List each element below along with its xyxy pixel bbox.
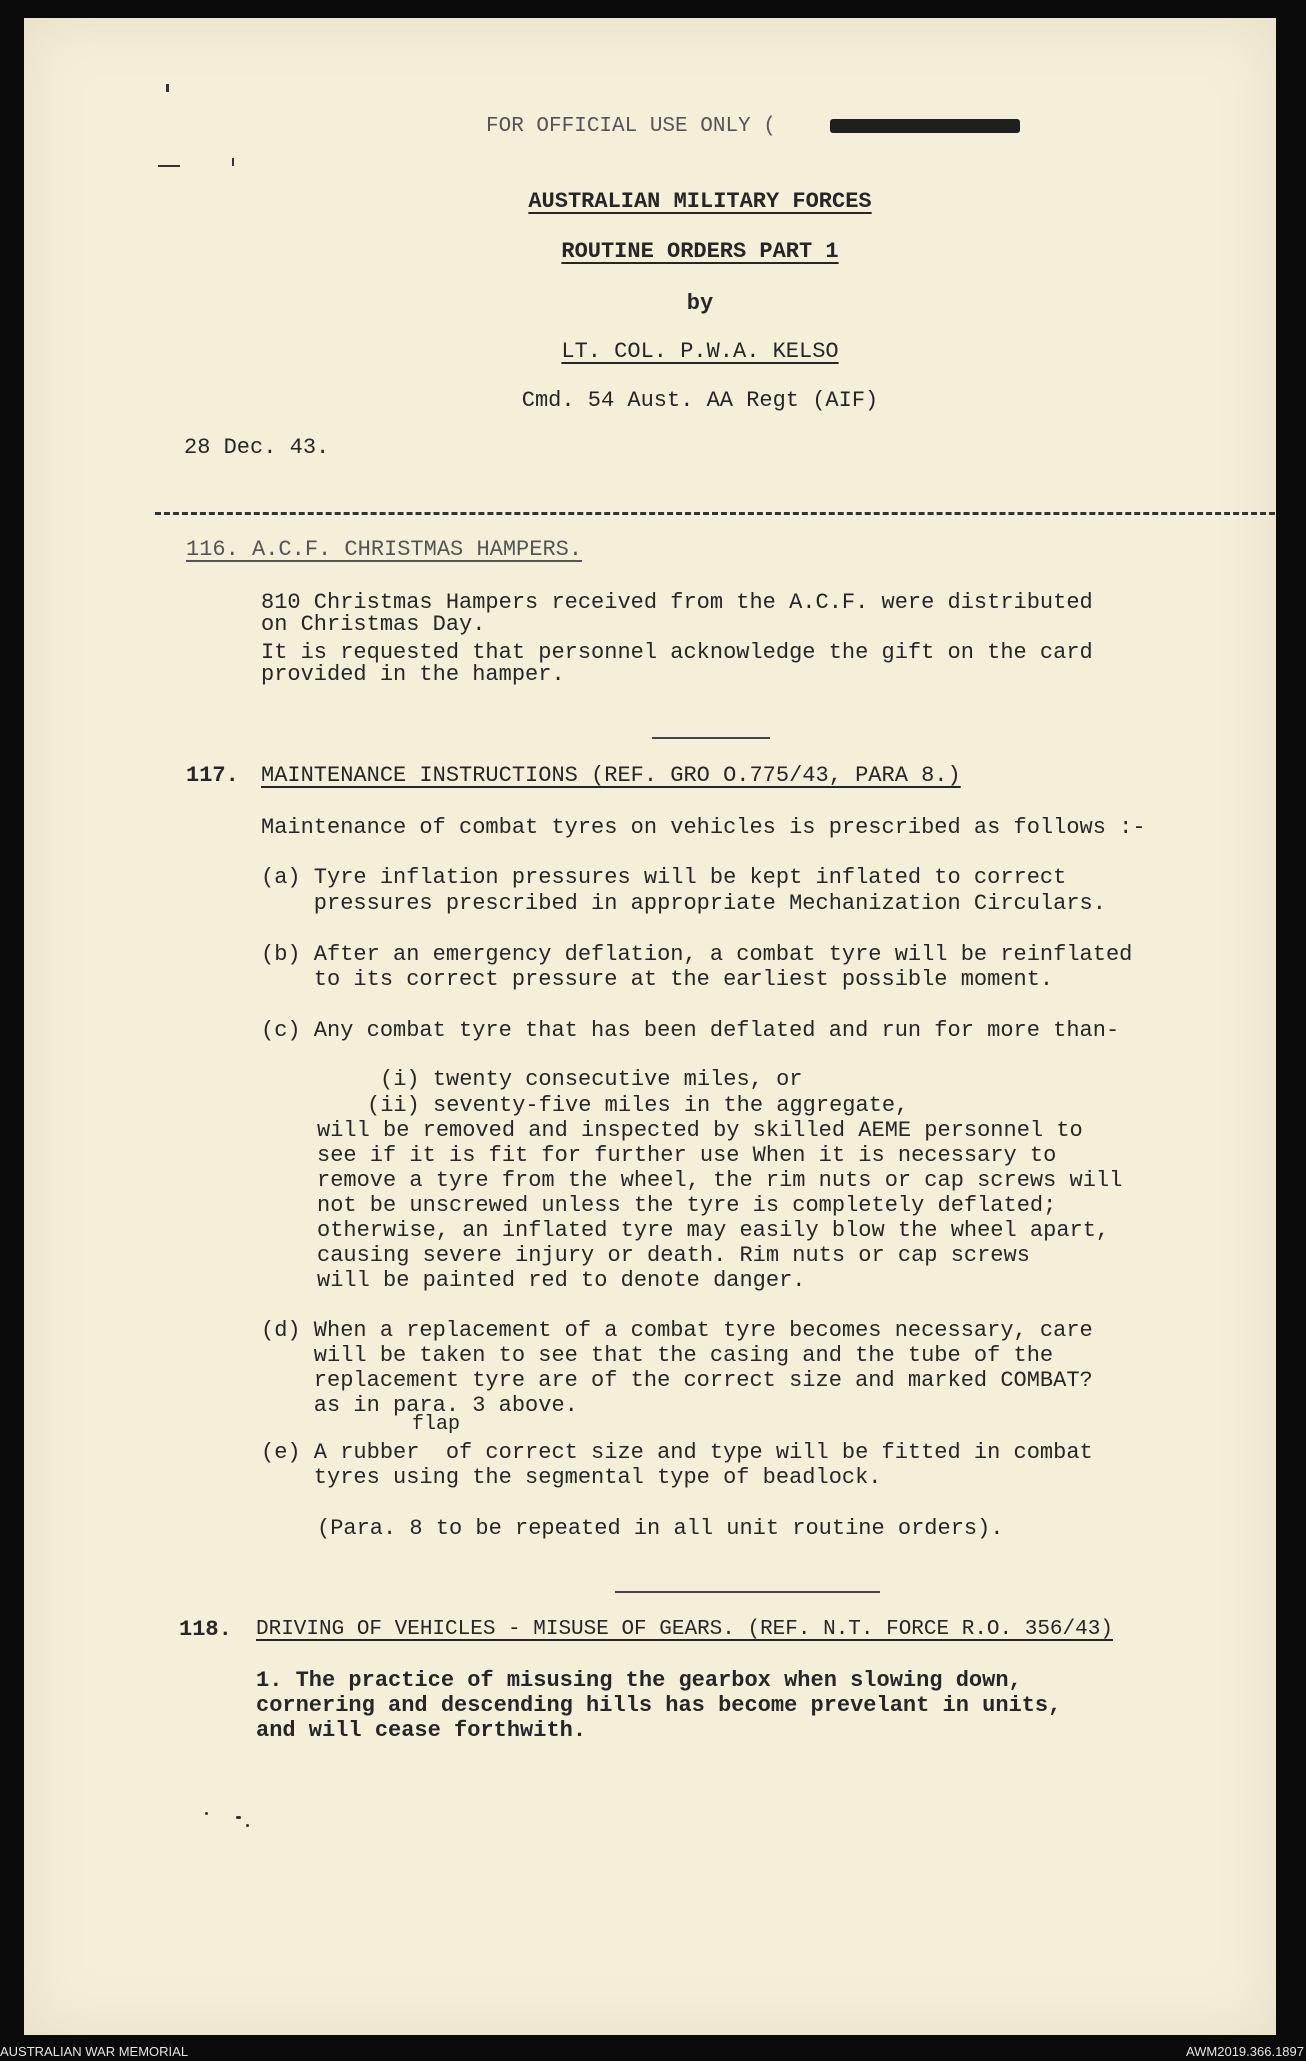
paper-speck [205,1812,208,1815]
item-117-subpara-c-i: (i) twenty consecutive miles, or [380,1067,803,1092]
item-116-text: It is requested that personnel acknowledge the gift on the card [261,640,1093,665]
stray-pen-mark [158,165,180,167]
classification-line: FOR OFFICIAL USE ONLY ( [486,115,776,138]
item-116-text: 810 Christmas Hampers received from the A.C.F. were distributed [261,590,1093,615]
section-divider [155,512,1275,515]
paper-speck [236,1816,241,1819]
classification-strikeout [830,119,1020,133]
item-117-subpara-c-text: will be painted red to denote danger. [317,1268,806,1293]
item-117-subpara-c-text: otherwise, an inflated tyre may easily blow the wheel apart, [317,1218,1110,1243]
item-117-note: (Para. 8 to be repeated in all unit routine orders). [317,1516,1004,1541]
document-date: 28 Dec. 43. [184,435,330,460]
item-117-subpara-a: (a) Tyre inflation pressures will be kept inflated to correct [261,865,1067,890]
command-line: Cmd. 54 Aust. AA Regt (AIF) [521,388,879,413]
item-117-subpara-c-text: not be unscrewed unless the tyre is completely deflated; [317,1193,1057,1218]
item-117-number: 117. [186,763,239,788]
item-117-subpara-c-ii: (ii) seventy-five miles in the aggregate, [367,1093,909,1118]
officer-name: LT. COL. P.W.A. KELSO [561,339,839,364]
item-117-heading: MAINTENANCE INSTRUCTIONS (REF. GRO O.775/43, PARA 8.) [261,763,961,788]
item-divider [615,1591,880,1593]
item-117-subpara-d: as in para. 3 above. [261,1393,578,1418]
item-118-text: and will cease forthwith. [256,1718,587,1743]
item-118-text: 1. The practice of misusing the gearbox when slowing down, [256,1668,1022,1693]
footer-source: AUSTRALIAN WAR MEMORIAL [0,2044,189,2059]
item-118-number: 118. [179,1617,232,1642]
footer-accession-number: AWM2019.366.1897 [1185,2044,1304,2059]
item-118-heading: DRIVING OF VEHICLES - MISUSE OF GEARS. (REF. N.T. FORCE R.O. 356/43) [256,1618,1113,1641]
item-117-subpara-c-text: see if it is fit for further use When it is necessary to [317,1143,1057,1168]
paper-speck [246,1824,249,1827]
item-117-subpara-c-text: remove a tyre from the wheel, the rim nuts or cap screws will [317,1168,1123,1193]
item-117-subpara-b: to its correct pressure at the earliest possible moment. [261,967,1054,992]
item-116-text: provided in the hamper. [261,662,565,687]
document-title: AUSTRALIAN MILITARY FORCES [528,189,872,214]
item-117-intro: Maintenance of combat tyres on vehicles is prescribed as follows :- [261,815,1146,840]
document-subtitle: ROUTINE ORDERS PART 1 [561,239,839,264]
item-117-subpara-d: will be taken to see that the casing and the tube of the [261,1343,1054,1368]
by-line: by [686,291,714,316]
item-117-subpara-d: (d) When a replacement of a combat tyre becomes necessary, care [261,1318,1093,1343]
handwritten-insertion: flap [412,1413,461,1436]
stray-pen-mark [232,158,234,166]
item-117-subpara-e: tyres using the segmental type of beadlock. [261,1465,882,1490]
item-116-heading: 116. A.C.F. CHRISTMAS HAMPERS. [186,537,583,562]
item-117-subpara-e: (e) A rubber of correct size and type will be fitted in combat [261,1440,1093,1465]
item-117-subpara-b: (b) After an emergency deflation, a combat tyre will be reinflated [261,942,1133,967]
item-117-subpara-c-text: will be removed and inspected by skilled AEME personnel to [317,1118,1083,1143]
item-116-text: on Christmas Day. [261,612,486,637]
item-117-subpara-d: replacement tyre are of the correct size and marked COMBAT? [261,1368,1093,1393]
item-117-subpara-a: pressures prescribed in appropriate Mechanization Circulars. [261,891,1106,916]
item-divider [652,737,770,739]
item-118-text: cornering and descending hills has become prevelant in units, [256,1693,1062,1718]
item-117-subpara-c: (c) Any combat tyre that has been deflated and run for more than- [261,1018,1120,1043]
item-117-subpara-c-text: causing severe injury or death. Rim nuts or cap screws [317,1243,1030,1268]
stray-pen-mark [166,84,169,92]
